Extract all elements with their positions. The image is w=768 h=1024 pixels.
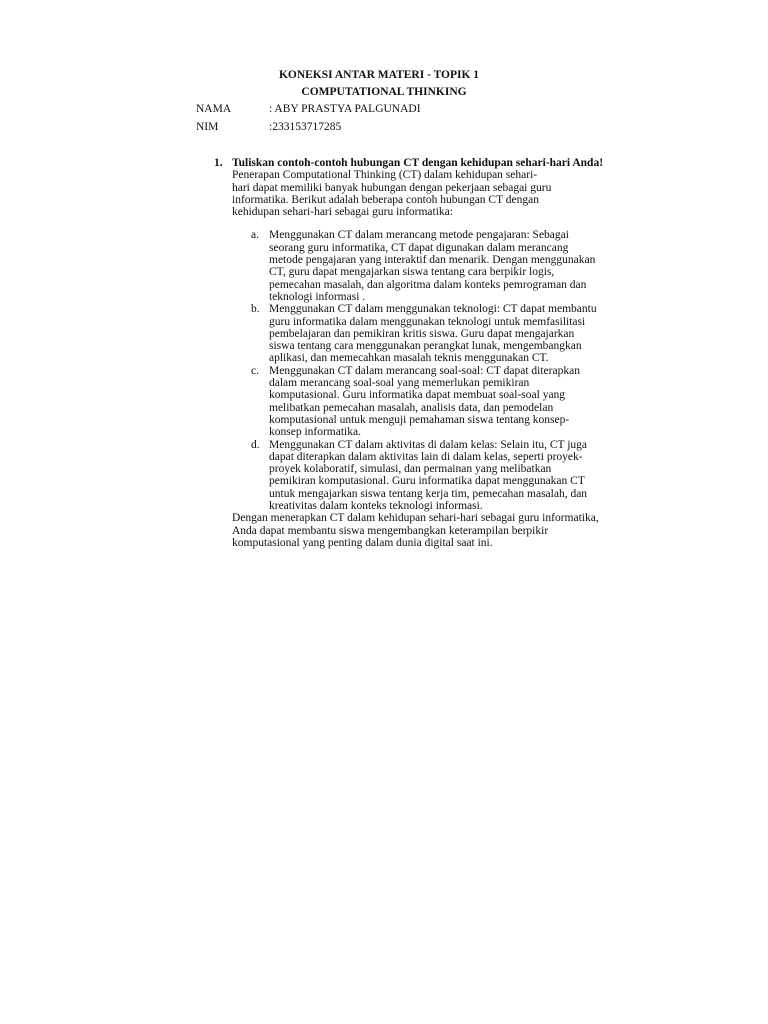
meta-value-nim: :233153717285 <box>269 121 342 133</box>
list-item <box>214 303 599 364</box>
meta-label-nim: NIM <box>196 121 219 133</box>
list-item-letter: b. <box>251 303 260 316</box>
question-title: Tuliskan contoh-contoh hubungan CT dengan kehidupan sehari-hari Anda! <box>232 157 604 169</box>
list-item-letter: a. <box>251 229 259 242</box>
list-item-letter: c. <box>251 364 259 377</box>
question-intro: Penerapan Computational Thinking (CT) dalam kehidupan sehari-hari dapat memiliki banyak hubungan dengan pekerjaan sebagai guru informatika. Berikut adalah beberapa contoh hubungan CT dengan kehidupan sehari-hari sebagai guru informatika: <box>232 169 552 219</box>
meta-label-nama: NAMA <box>196 103 232 115</box>
question-block <box>214 157 606 549</box>
list-item <box>214 229 599 303</box>
question-conclusion: Dengan menerapkan CT dalam kehidupan sehari-hari sebagai guru informatika, Anda dapat membantu siswa mengembangkan keterampilan berpikir komputasional yang penting dalam dunia digital saat ini. <box>232 512 599 549</box>
list-item <box>214 439 599 513</box>
list-item-text: Menggunakan CT dalam merancang soal-soal: CT dapat diterapkan dalam merancang soal-soal yang memerlukan pemikiran komputasional. Guru informatika dapat membuat soal-soal yang melibatkan pemecahan masalah, analisis data, dan pemodelan komputasional untuk menguji pemahaman siswa tentang konsep-konsep informatika. <box>269 364 580 439</box>
document-subtitle: COMPUTATIONAL THINKING <box>301 86 467 98</box>
document-title: KONEKSI ANTAR MATERI - TOPIK 1 <box>278 69 480 81</box>
list-item-text: Menggunakan CT dalam aktivitas di dalam kelas: Selain itu, CT juga dapat diterapkan dalam aktivitas lain di dalam kelas, seperti proyek-proyek kolaboratif, simulasi, dan permainan yang melibatkan pemikiran komputasional. Guru informatika dapat menggunakan CT untuk mengajarkan siswa tentang kerja tim, pemecahan masalah, dan kreativitas dalam konteks teknologi informasi. <box>269 438 588 513</box>
list-item-text: Menggunakan CT dalam menggunakan teknologi: CT dapat membantu guru informatika dalam menggunakan teknologi untuk memfasilitasi pembelajaran dan pemikiran kritis siswa. Guru dapat mengajarkan siswa tentang cara menggunakan perangkat lunak, mengembangkan aplikasi, dan memecahkan masalah teknis menggunakan CT. <box>269 303 597 365</box>
question-number: 1. <box>214 157 223 169</box>
list-item-text: Menggunakan CT dalam merancang metode pengajaran: Sebagai seorang guru informatika, CT dapat digunakan dalam merancang metode pengajaran yang interaktif dan menarik. Dengan menggunakan CT, guru dapat mengajarkan siswa tentang cara berpikir logis, pemecahan masalah, dan algoritma dalam konteks pemrograman dan teknologi informasi . <box>269 229 596 303</box>
list-item <box>214 365 599 439</box>
list-item-letter: d. <box>251 438 260 451</box>
meta-value-nama: : ABY PRASTYA PALGUNADI <box>269 103 421 115</box>
example-list <box>214 229 606 512</box>
